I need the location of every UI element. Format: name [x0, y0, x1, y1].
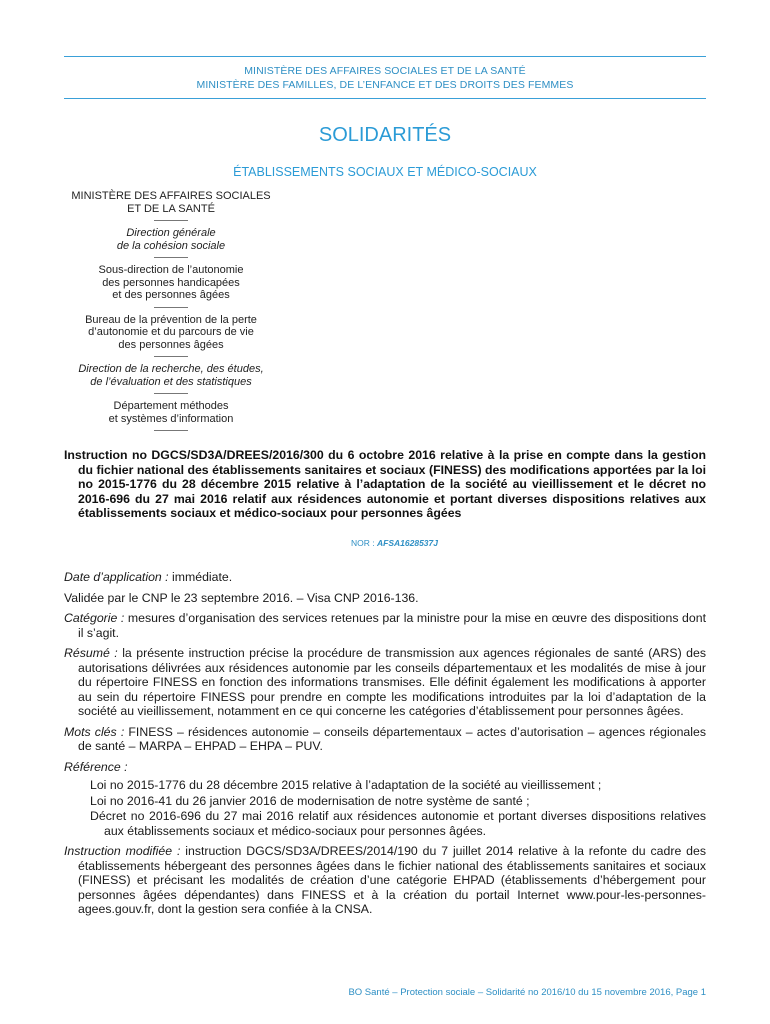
org-separator: [154, 393, 188, 394]
org-drees: [56, 363, 286, 388]
date-value: immédiate.: [168, 570, 233, 584]
org-subdirection-line: des personnes handicapées: [102, 276, 240, 289]
page-footer: BO Santé – Protection sociale – Solidarité no 2016/10 du 15 novembre 2016, Page 1: [348, 987, 706, 998]
org-drees-line: Direction de la recherche, des études,: [78, 363, 264, 375]
org-direction-line: de la cohésion sociale: [116, 239, 226, 252]
org-subdirection-line: et des personnes âgées: [112, 289, 230, 301]
org-bureau-line: d’autonomie et du parcours de vie: [88, 326, 254, 338]
org-ministry-line: MINISTÈRE DES AFFAIRES SOCIALES: [71, 190, 271, 202]
header-top-rule: [64, 56, 706, 57]
mots-cles-label: Mots clés :: [64, 724, 125, 739]
org-bureau: [56, 314, 286, 352]
org-separator: [154, 220, 188, 221]
org-department: [56, 400, 286, 425]
org-ministry-line: ET DE LA SANTÉ: [127, 202, 215, 215]
modifiee-value: instruction DGCS/SD3A/DREES/2014/190 du 7 juillet 2014 relative à la refonte du cadre des établissements hébergeant des personnes âgées dans le fichier national des établissements sanitaires et sociaux (FINESS) et précisant les modalités de création d’une catégorie EHPAD (établissements d’hébergement pour personnes âgées dépendantes) dans FINESS et à la création du portail Internet www.pour-les-personnes-agees.gouv.fr, dont la gestion sera confiée à la CNSA.: [78, 844, 706, 916]
reference-item: Décret no 2016-696 du 27 mai 2016 relatif aux résidences autonomie et portant diverses dispositions relatives aux établissements sociaux et médico-sociaux pour personnes âgées.: [90, 809, 706, 838]
reference-item: Loi no 2016-41 du 26 janvier 2016 de modernisation de notre système de santé ;: [90, 793, 530, 808]
nor-code: AFSA1628537J: [377, 538, 438, 548]
date-label: Date d’application :: [64, 570, 169, 584]
reference-label: Référence :: [64, 759, 128, 774]
org-ministry: [56, 190, 286, 215]
categorie-label: Catégorie :: [64, 611, 125, 625]
reference-list: [64, 778, 706, 838]
reference-heading: [64, 760, 706, 775]
org-separator: [154, 307, 188, 308]
page-subtitle: ÉTABLISSEMENTS SOCIAUX ET MÉDICO-SOCIAUX: [233, 165, 537, 179]
categorie-value: mesures d’organisation des services retenues par la ministre pour la mise en œuvre des dispositions dont il s’agit.: [78, 611, 706, 640]
org-department-line: Département méthodes: [113, 400, 229, 412]
instruction-modifiee: [64, 844, 706, 917]
org-separator: [154, 257, 188, 258]
org-separator: [154, 356, 188, 357]
nor-reference: [64, 538, 438, 548]
org-subdirection: [56, 264, 286, 302]
resume-label: Résumé :: [64, 646, 118, 660]
resume-value: la présente instruction précise la procédure de transmission aux agences régionales de santé (ARS) des autorisations délivrées aux résidences autonomie par les conseils départementaux et les modalités de mise à jour du répertoire FINESS en fonction des informations transmises. Elle définit également les modifications à apporter au sein du répertoire FINESS pour prendre en compte les modifications introduites par la loi d’adaptation de la société au vieillissement, notamment en ce qui concerne les catégories d’établissement pour personnes âgées.: [78, 646, 706, 718]
org-drees-line: de l’évaluation et des statistiques: [90, 375, 252, 388]
instruction-title: Instruction no DGCS/SD3A/DREES/2016/300 du 6 octobre 2016 relative à la prise en compte dans la gestion du fichier national des établissements sanitaires et sociaux (FINESS) des modifications apportées par la loi no 2015-1776 du 28 décembre 2015 relative à l’adaptation de la société au vieillissement et le décret no 2016-696 du 27 mai 2016 relatif aux résidences autonomie et portant diverses dispositions relatives aux établissements sociaux et médico-sociaux pour personnes âgées: [64, 448, 706, 521]
ministry-header: [64, 64, 706, 92]
date-application: [64, 570, 706, 585]
modifiee-label: Instruction modifiée :: [64, 844, 181, 858]
document-body: [64, 570, 706, 923]
org-separator: [154, 430, 188, 431]
org-direction-line: Direction générale: [126, 227, 216, 239]
org-bureau-line: Bureau de la prévention de la perte: [85, 313, 257, 326]
resume: [64, 646, 706, 719]
org-subdirection-line: Sous-direction de l’autonomie: [98, 264, 244, 276]
organization-block: [56, 190, 286, 437]
mots-cles: [64, 725, 706, 754]
mots-cles-value: FINESS – résidences autonomie – conseils départementaux – actes d’autorisation – agences régionales de santé – MARPA – EHPAD – EHPA – PUV.: [78, 724, 706, 753]
ministry-line-2: MINISTÈRE DES FAMILLES, DE L’ENFANCE ET DES DROITS DES FEMMES: [196, 79, 574, 91]
validation-line: Validée par le CNP le 23 septembre 2016. – Visa CNP 2016-136.: [64, 590, 419, 605]
page-title: SOLIDARITÉS: [318, 124, 452, 146]
org-bureau-line: des personnes âgées: [118, 338, 224, 351]
header-bottom-rule: [64, 98, 706, 99]
org-direction: [56, 227, 286, 252]
ministry-line-1: MINISTÈRE DES AFFAIRES SOCIALES ET DE LA SANTÉ: [244, 65, 526, 77]
reference-item: Loi no 2015-1776 du 28 décembre 2015 relative à l’adaptation de la société au vieillissement ;: [90, 778, 602, 792]
categorie: [64, 611, 706, 640]
nor-label: NOR :: [351, 538, 378, 548]
org-department-line: et systèmes d’information: [108, 412, 234, 425]
